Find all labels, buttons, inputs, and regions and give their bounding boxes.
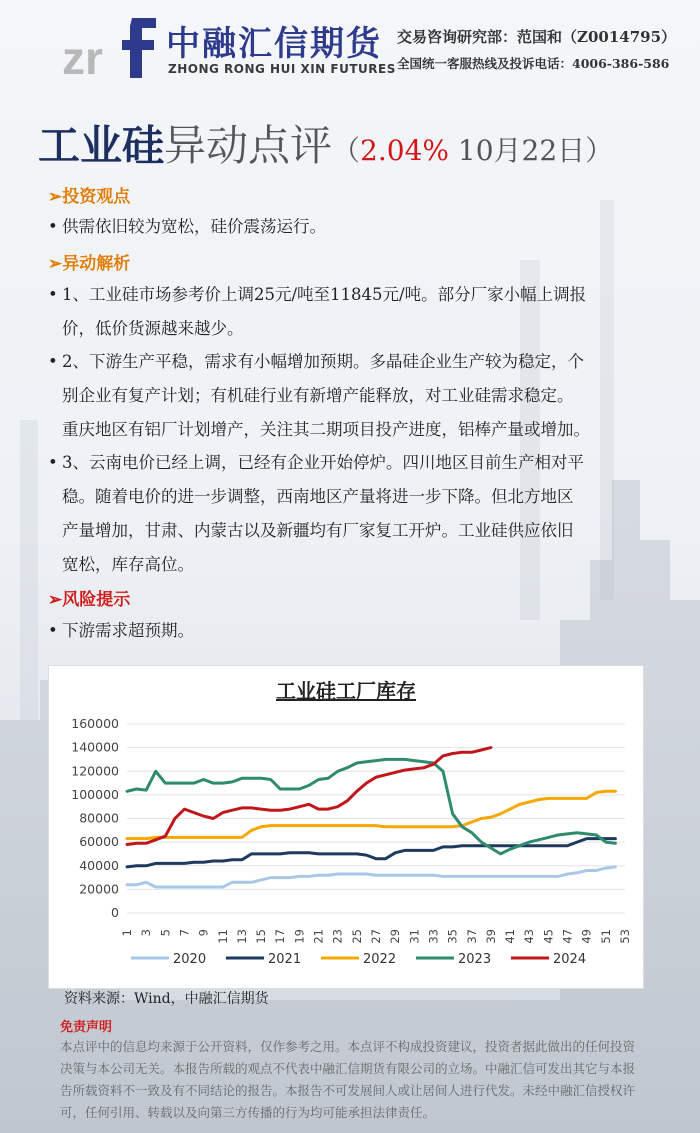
y-tick-label: 120000	[71, 763, 119, 779]
x-tick-label: 3	[139, 929, 154, 937]
company-logo-icon	[58, 12, 158, 82]
inventory-chart	[48, 665, 644, 989]
legend-label-2023: 2023	[458, 952, 492, 967]
title-paren-open: （	[332, 134, 361, 167]
title-date: 10月22日	[449, 134, 586, 167]
x-tick-label: 5	[158, 929, 173, 937]
x-tick-label: 11	[215, 929, 230, 944]
risk-text: • 下游需求超预期。	[48, 621, 194, 640]
inventory-chart-svg	[49, 666, 643, 988]
disclaimer-text: 本点评中的信息均来源于公开资料，仅作参考之用。本点评不构成投资建议，投资者据此做出的任何投资决策与本公司无关。本报告所载的观点不代表中融汇信期货有限公司的立场。中融汇信可发出其它与本报告所载资料不一致及有不同结论的报告。本报告不可发展间人或让居间人进行代发。未经中融汇信授权许可，任何引用、转载以及向第三方传播的行为均可能承担法律责任。	[60, 1039, 636, 1120]
x-tick-label: 23	[330, 929, 345, 944]
series-line-2024	[127, 748, 491, 845]
legend-label-2021: 2021	[268, 952, 302, 967]
x-tick-label: 15	[254, 929, 269, 944]
series-line-2021	[127, 839, 615, 867]
x-tick-label: 41	[503, 929, 518, 944]
section-investment-view: ➢投资观点	[48, 187, 131, 207]
title-paren-close: ）	[585, 134, 614, 167]
x-tick-label: 17	[273, 929, 288, 944]
y-tick-label: 20000	[79, 881, 119, 897]
x-tick-label: 33	[426, 929, 441, 944]
analyst-contact: 交易咨询研究部：范国和（Z0014795）	[397, 28, 677, 46]
title-type: 异动点评	[164, 121, 333, 170]
y-tick-label: 140000	[71, 739, 119, 755]
y-tick-label: 100000	[71, 786, 119, 802]
x-tick-label: 53	[618, 929, 632, 944]
y-tick-label: 60000	[79, 834, 119, 850]
x-tick-label: 51	[598, 929, 613, 944]
x-tick-label: 39	[483, 929, 498, 944]
analysis-point-1: • 1、工业硅市场参考价上调25元/吨至11845元/吨。部分厂家小幅上调报 价，低价货源越来越少。	[48, 285, 587, 338]
series-line-2020	[127, 867, 615, 887]
header	[0, 0, 700, 100]
section-analysis: ➢异动解析	[48, 254, 131, 274]
x-tick-label: 37	[464, 929, 479, 944]
legend-label-2020: 2020	[173, 952, 207, 967]
x-tick-label: 13	[234, 929, 249, 944]
hotline-contact: 全国统一客服热线及投诉电话：4006-386-586	[397, 56, 670, 71]
data-source: 资料来源：Wind，中融汇信期货	[64, 991, 269, 1007]
section-risk: ➢风险提示	[48, 590, 131, 610]
x-tick-label: 43	[522, 929, 537, 944]
x-tick-label: 31	[407, 929, 422, 944]
x-tick-label: 1	[120, 929, 134, 937]
company-name-en: ZHONG RONG HUI XIN FUTURES	[168, 62, 396, 76]
page-title	[38, 113, 613, 173]
x-tick-label: 9	[196, 929, 211, 937]
x-tick-label: 7	[177, 929, 192, 937]
investment-view-text: • 供需依旧较为宽松，硅价震荡运行。	[48, 217, 326, 236]
x-tick-label: 25	[349, 929, 364, 944]
analysis-point-2: • 2、下游生产平稳，需求有小幅增加预期。多晶硅企业生产较为稳定，个 别企业有复产计划；有机硅行业有新增产能释放，对工业硅需求稳定。 重庆地区有铝厂计划增产，关注其二期项目投产进度，铝棒产量或增加。	[48, 352, 590, 439]
x-tick-label: 49	[579, 929, 594, 944]
x-tick-label: 27	[369, 929, 383, 944]
y-tick-label: 80000	[79, 810, 119, 826]
analysis-point-3: • 3、云南电价已经上调，已经有企业开始停炉。四川地区目前生产相对平 稳。随着电价的进一步调整，西南地区产量将进一步下降。但北方地区 产量增加，甘肃、内蒙古以及新疆均有厂家复工开炉。工业硅供应依旧 宽松，库存高位。	[48, 453, 584, 574]
x-tick-label: 47	[560, 929, 575, 944]
x-tick-label: 35	[445, 929, 460, 944]
company-name-cn: 中融汇信期货	[166, 24, 382, 64]
x-tick-label: 19	[292, 929, 307, 944]
disclaimer-title: 免责声明	[60, 1020, 113, 1035]
svg-text:zr: zr	[62, 32, 103, 82]
x-tick-label: 29	[388, 929, 403, 944]
series-line-2023	[127, 759, 615, 854]
title-change-pct: 2.04%	[360, 134, 449, 167]
y-tick-label: 0	[111, 905, 119, 920]
legend-label-2022: 2022	[363, 952, 397, 967]
x-tick-label: 21	[311, 929, 326, 944]
legend-label-2024: 2024	[553, 952, 587, 967]
y-tick-label: 160000	[71, 716, 119, 731]
title-product: 工业硅	[38, 121, 165, 170]
chart-title: 工业硅工厂库存	[276, 679, 416, 703]
x-tick-label: 45	[541, 929, 556, 944]
y-tick-label: 40000	[79, 857, 119, 873]
